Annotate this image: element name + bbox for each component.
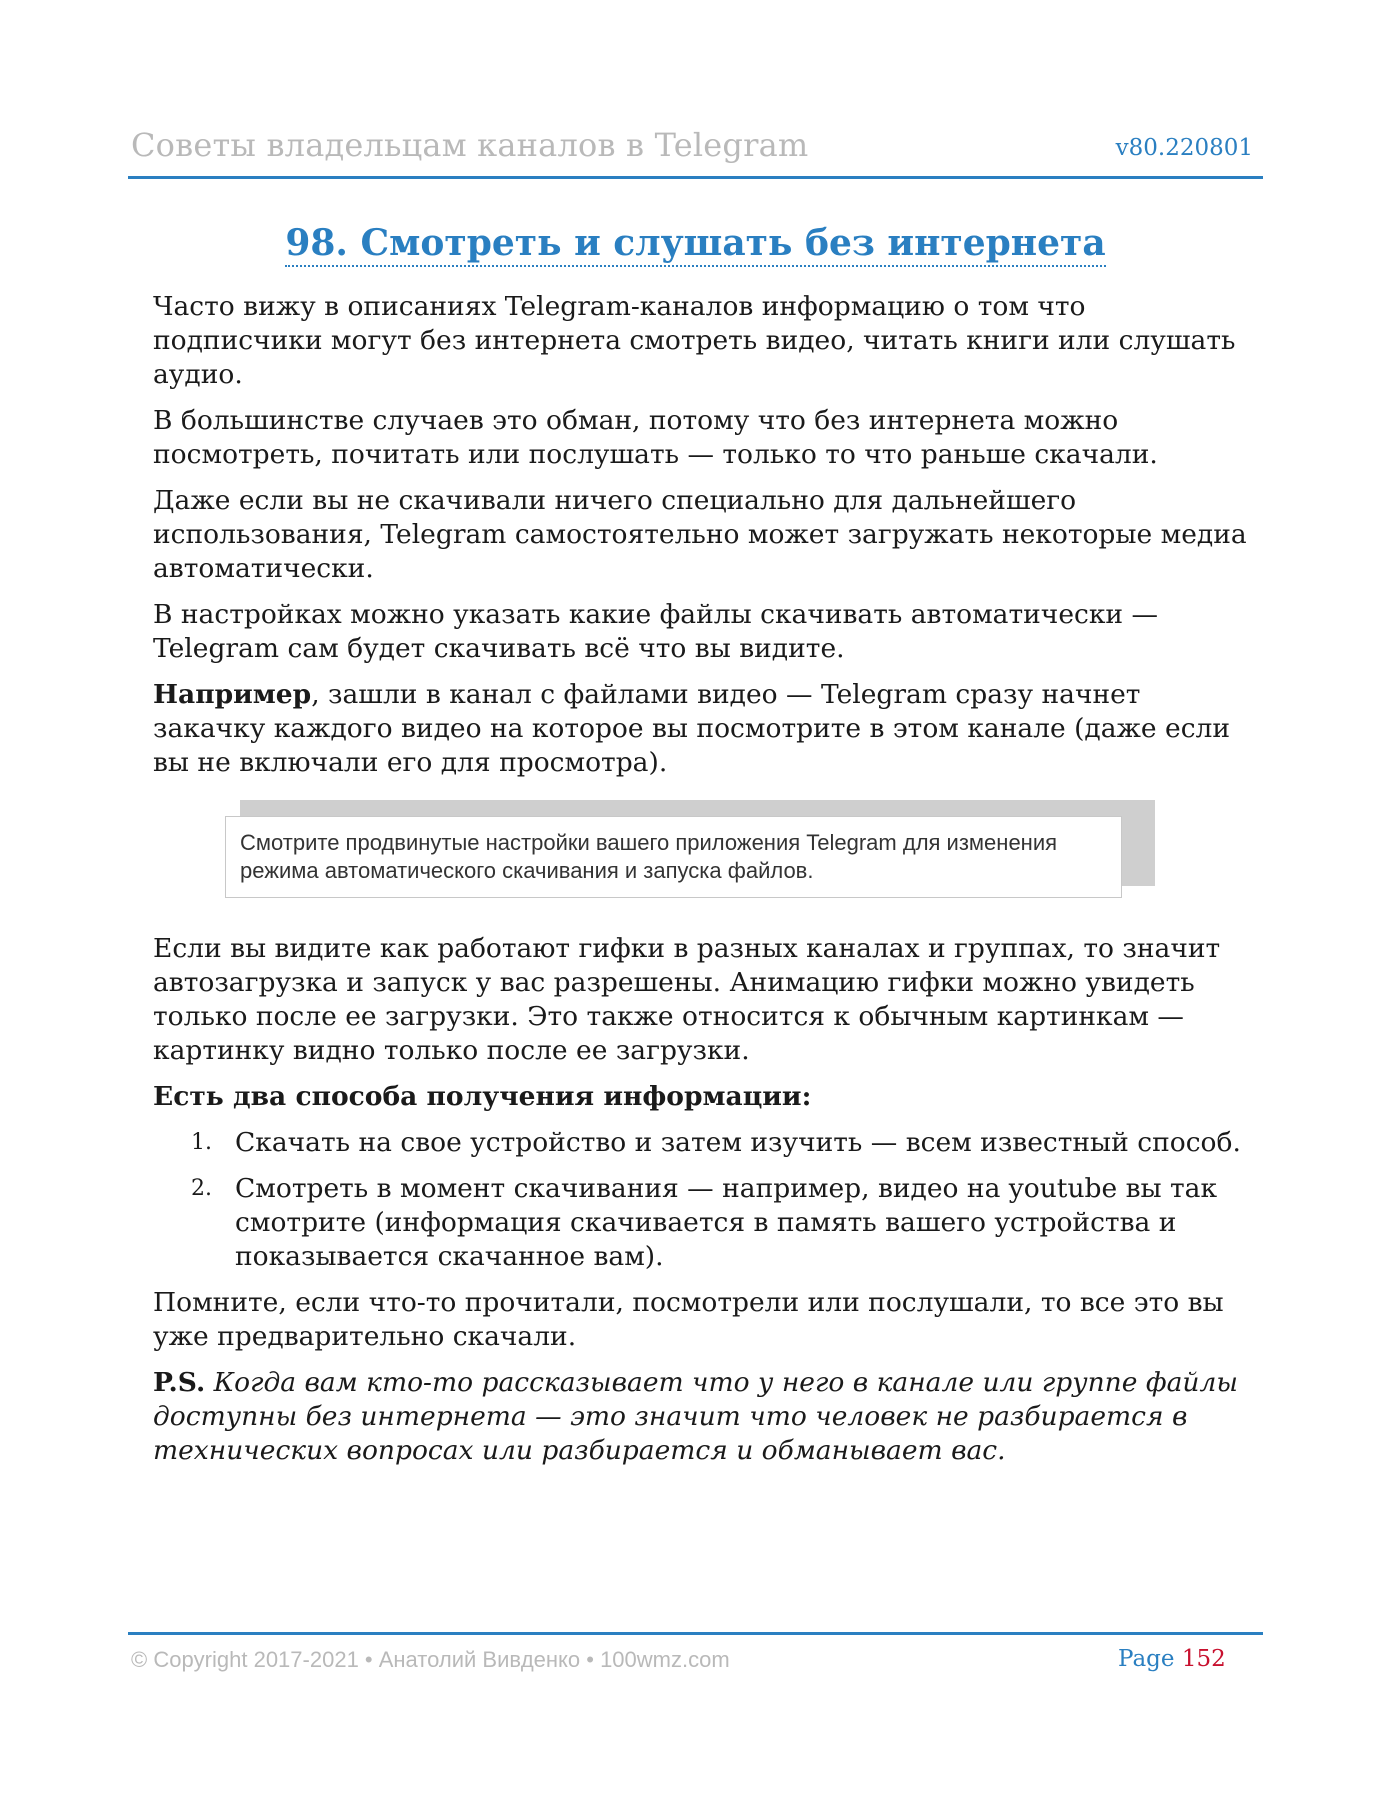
list-item-text: Скачать на свое устройство и затем изучить — всем известный способ. xyxy=(235,1127,1241,1158)
paragraph-example xyxy=(153,678,1258,780)
ps-text: Когда вам кто-то рассказывает что у него в канале или группе файлы доступны без интернета — это значит что человек не разбирается в технических вопросах или разбирается и обманывает вас. xyxy=(153,1367,1238,1466)
list-item-number: 2. xyxy=(191,1176,212,1201)
list-item-number: 1. xyxy=(191,1130,212,1155)
callout-text: Смотрите продвинутые настройки вашего приложения Telegram для изменения режима автоматического скачивания и запуска файлов. xyxy=(225,816,1122,898)
list-item xyxy=(153,1126,1258,1160)
list-item-text: Смотреть в момент скачивания — например, видео на youtube вы так смотрите (информация скачивается в память вашего устройства и показывается скачанное вам). xyxy=(235,1173,1218,1272)
subheading: Есть два способа получения информации: xyxy=(153,1081,812,1112)
example-bold-label: Например xyxy=(153,679,312,710)
version-label: v80.220801 xyxy=(1115,135,1253,161)
copyright: © Copyright 2017-2021 • Анатолий Вивденко • 100wmz.com xyxy=(131,1647,730,1672)
paragraph: Даже если вы не скачивали ничего специально для дальнейшего использования, Telegram самостоятельно может загружать некоторые медиа автоматически. xyxy=(153,485,1247,584)
page-indicator xyxy=(1118,1646,1226,1672)
page-header xyxy=(128,126,1263,179)
paragraph: Если вы видите как работают гифки в разных каналах и группах, то значит автозагрузка и запуск у вас разрешены. Анимацию гифки можно увидеть только после ее загрузки. Это также относится к обычным картинкам — картинку видно только после ее загрузки. xyxy=(153,933,1221,1066)
chapter-title xyxy=(0,222,1391,264)
page-number: 152 xyxy=(1181,1646,1226,1672)
paragraph: В большинстве случаев это обман, потому что без интернета можно посмотреть, почитать или послушать — только то что раньше скачали. xyxy=(153,405,1158,470)
paragraph: Помните, если что-то прочитали, посмотрели или послушали, то все это вы уже предварительно скачали. xyxy=(153,1287,1224,1352)
page-footer xyxy=(128,1632,1263,1672)
page-label: Page xyxy=(1118,1646,1175,1672)
paragraph: В настройках можно указать какие файлы скачивать автоматически — Telegram сам будет скачивать всё что вы видите. xyxy=(153,599,1158,664)
paragraph: Часто вижу в описаниях Telegram-каналов информацию о том что подписчики могут без интернета смотреть видео, читать книги или слушать аудио. xyxy=(153,291,1236,390)
chapter-content xyxy=(153,290,1258,1480)
book-title: Советы владельцам каналов в Telegram xyxy=(131,126,809,164)
numbered-list xyxy=(153,1126,1258,1274)
ps-label: P.S. xyxy=(153,1367,206,1398)
example-text: , зашли в канал с файлами видео — Telegram сразу начнет закачку каждого видео на которое вы посмотрите в этом канале (даже если вы не включали его для просмотра). xyxy=(153,679,1231,778)
chapter-title-link[interactable]: 98. Смотреть и слушать без интернета xyxy=(285,222,1105,267)
postscript xyxy=(153,1366,1258,1468)
list-item xyxy=(153,1172,1258,1274)
callout xyxy=(225,800,1155,908)
